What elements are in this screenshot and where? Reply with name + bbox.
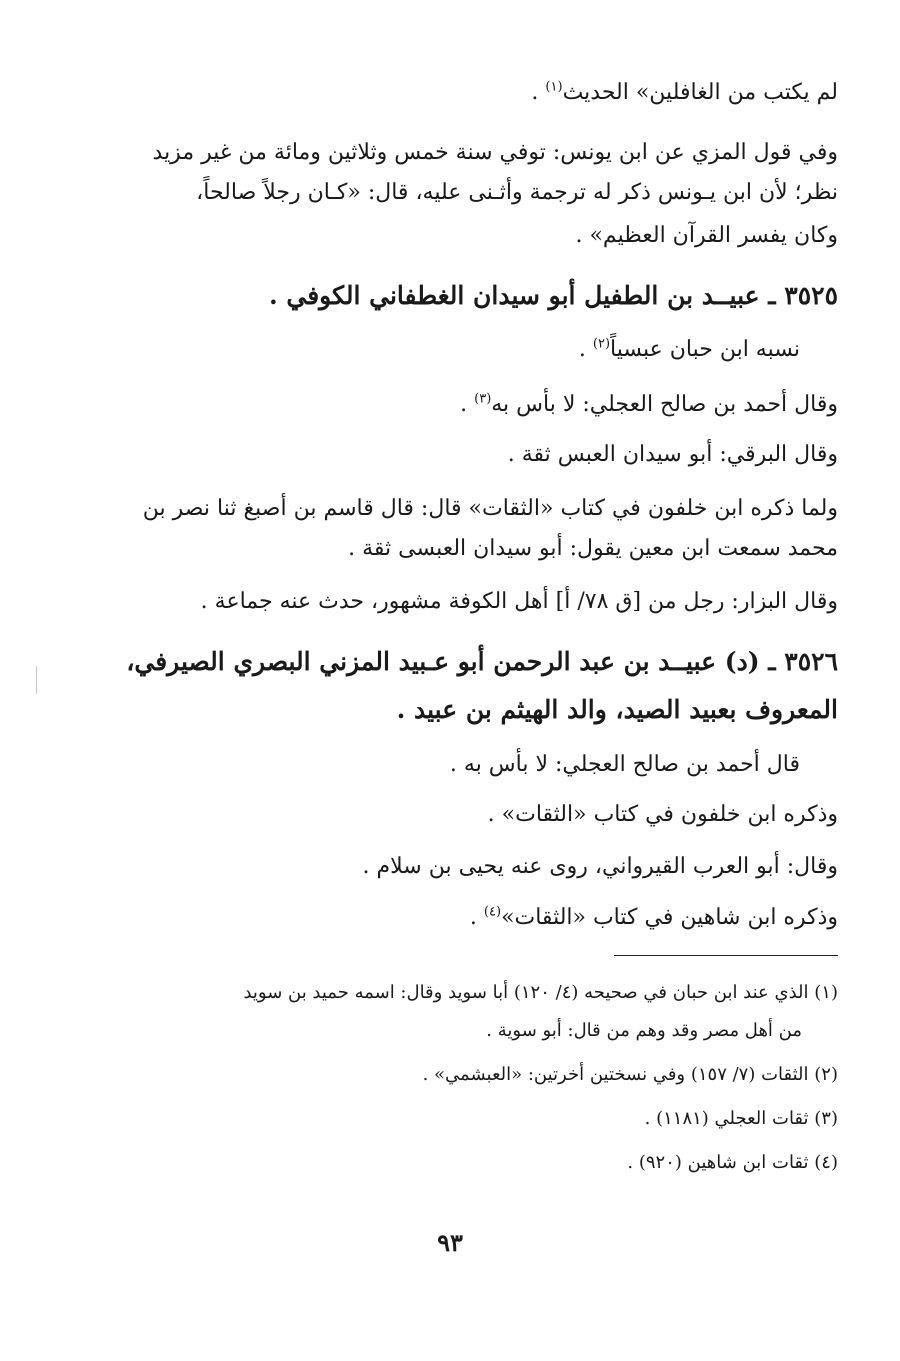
- text-line: [531, 76, 838, 110]
- text-span: نسبه ابن حبان عبسياً: [610, 337, 800, 362]
- text-line: قال أحمد بن صالح العجلي: لا بأس به .: [449, 752, 800, 777]
- text-line: [460, 388, 838, 422]
- text-line: وقال: أبو العرب القيرواني، روى عنه يحيى بن سلام .: [362, 854, 838, 879]
- text-span: وذكره ابن شاهين في كتاب «الثقات»: [501, 905, 838, 930]
- footnote-1-cont: من أهل مصر وقد وهم من قال: أبو سوية .: [486, 1020, 802, 1041]
- text-span: لم يكتب من الغافلين» الحديث: [562, 80, 838, 105]
- text-line: وذكره ابن خلفون في كتاب «الثقات» .: [487, 802, 838, 827]
- text-span: وقال أحمد بن صالح العجلي: لا بأس به: [491, 392, 838, 417]
- page-number: ٩٣: [437, 1228, 463, 1257]
- text-line: [579, 333, 800, 367]
- footnote-2: (٢) الثقات (٧/ ١٥٧) وفي نسختين أخرتين: «العبشمي» .: [422, 1064, 838, 1085]
- text-line: [470, 901, 838, 935]
- footnote-4: (٤) ثقات ابن شاهين (٩٢٠) .: [627, 1152, 838, 1173]
- text-span: .: [460, 392, 475, 417]
- text-line: وقال البرقي: أبو سيدان العبس ثقة .: [507, 442, 838, 467]
- text-line: ولما ذكره ابن خلفون في كتاب «الثقات» قال: قال قاسم بن أصبغ ثنا نصر بن: [142, 496, 838, 521]
- text-line: وقال البزار: رجل من [ق ٧٨/ أ] أهل الكوفة مشهور، حدث عنه جماعة .: [200, 589, 838, 614]
- footnote-1: (١) الذي عند ابن حبان في صحيحه (٤/ ١٢٠) أبا سويد وقال: اسمه حميد بن سويد: [243, 982, 838, 1003]
- footnote-ref[interactable]: (٤): [483, 904, 502, 920]
- entry-heading-3525: ٣٥٢٥ ـ عبيــد بن الطفيل أبو سيدان الغطفاني الكوفي .: [268, 281, 838, 310]
- text-line: نظر؛ لأن ابن يـونس ذكر له ترجمة وأثـنى عليه، قال: «كـان رجلاً صالحاً،: [196, 180, 838, 205]
- footnote-ref[interactable]: (٣): [474, 391, 492, 407]
- entry-heading-3526-cont: المعروف بعبيد الصيد، والد الهيثم بن عبيد .: [396, 695, 838, 724]
- text-line: محمد سمعت ابن معين يقول: أبو سيدان العبسى ثقة .: [348, 536, 838, 561]
- text-span: .: [531, 80, 546, 105]
- footnote-3: (٣) ثقات العجلي (١١٨١) .: [644, 1108, 838, 1129]
- text-line: وكان يفسر القرآن العظيم» .: [575, 223, 838, 248]
- entry-heading-3526: ٣٥٢٦ ـ (د) عبيــد بن عبد الرحمن أبو عـبيد المزني البصري الصيرفي،: [126, 647, 838, 676]
- footnote-divider: [614, 955, 838, 956]
- text-span: .: [469, 905, 484, 930]
- text-line: وفي قول المزي عن ابن يونس: توفي سنة خمس وثلاثين ومائة من غير مزيد: [152, 140, 838, 165]
- margin-mark: [36, 666, 37, 694]
- text-span: .: [578, 337, 593, 362]
- footnote-ref[interactable]: (٢): [592, 336, 611, 352]
- footnote-ref[interactable]: (١): [545, 79, 563, 95]
